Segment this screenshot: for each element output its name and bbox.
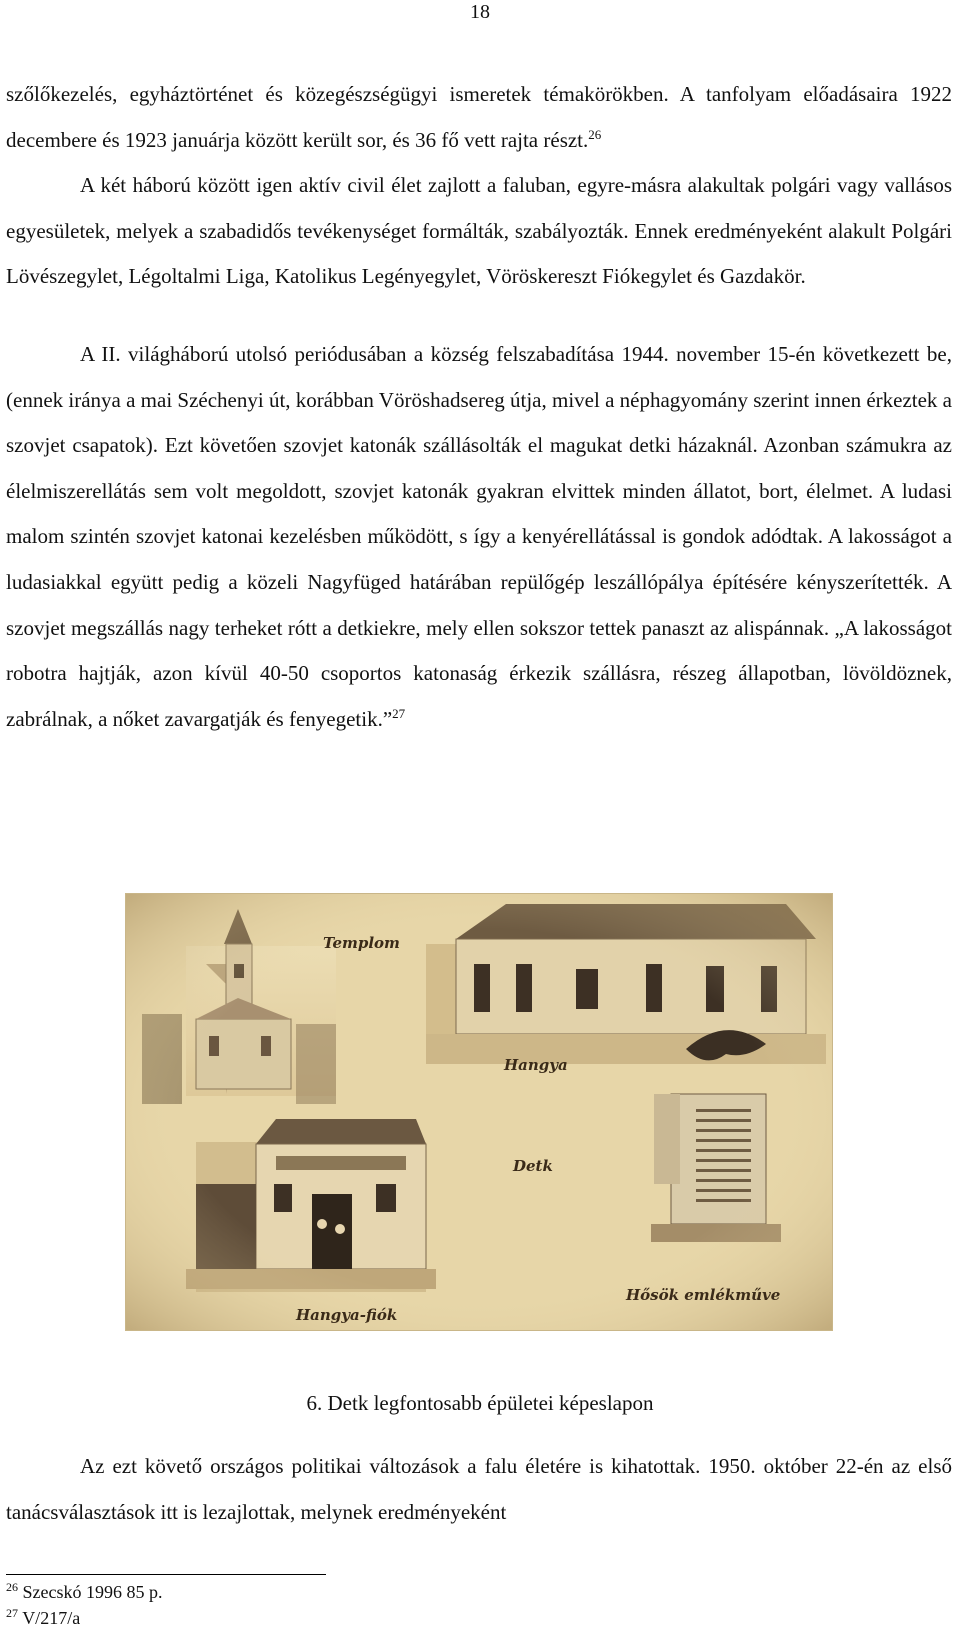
footnote-26-number: 26: [6, 1580, 18, 1594]
page-number: 18: [470, 1, 490, 23]
paragraph-4: [6, 1444, 952, 1535]
postcard-label-templom: Templom: [323, 934, 400, 952]
paragraph-3-text: A II. világháború utolsó periódusában a község felszabadítása 1944. november 15-én következett be, (ennek iránya a mai Széchenyi út, korábban Vöröshadsereg útja, mivel a néphagyomány szerint innen érkeztek a szovjet csapatok). Ezt követően szovjet katonák szállásolták el magukat detki házaknál. Azonban számukra az élelmiszerellátás sem volt megoldott, szovjet katonák gyakran elvittek minden állatot, bort, élelmet. A ludasi malom szintén szovjet katonai kezelésben működött, s így a kenyérellátással is gondok adódtak. A lakosságot a ludasiakkal együtt pedig a közeli Nagyfüged határában repülőgép leszállópálya építésére kényszerítették. A szovjet megszállás nagy terheket rótt a detkiekre, mely ellen sokszor tettek panaszt az alispánnak. „A lakosságot robotra hajtják, azon kívül 40-50 csoportos katonaság érkezik szállásra, részeg állapotban, lövöldöznek, zabrálnak, a nőket zavargatják és fenyegetik.”: [6, 342, 953, 731]
paragraph-3: [6, 332, 952, 742]
postcard-label-hangya-fiok: Hangya-fiók: [296, 1306, 398, 1324]
footnote-27: [6, 1606, 80, 1630]
paragraph-1: [6, 72, 952, 163]
postcard-image: [125, 893, 833, 1331]
postcard-label-hosok: Hősök emlékműve: [626, 1286, 781, 1304]
footnote-27-number: 27: [6, 1606, 18, 1620]
footnote-26-text: Szecskó 1996 85 p.: [22, 1582, 163, 1602]
footnote-27-text: V/217/a: [22, 1608, 81, 1628]
paragraph-1-text: szőlőkezelés, egyháztörténet és közegészségügyi ismeretek témakörökben. A tanfolyam előadásaira 1922 decembere és 1923 januárja között került sor, és 36 fő vett rajta részt.: [6, 82, 952, 152]
paragraph-2-text: A két háború között igen aktív civil élet zajlott a faluban, egyre-másra alakultak polgári vagy vallásos egyesületek, melyek a szabadidős tevékenységet formálták, szabályozták. Ennek eredményeként alakult Polgári Lövészegylet, Légoltalmi Liga, Katolikus Legényegylet, Vöröskereszt Fiókegylet és Gazdakör.: [6, 173, 952, 289]
paragraph-2: [6, 163, 952, 300]
paragraph-4-text: Az ezt követő országos politikai változások a falu életére is kihatottak. 1950. október 22-én az első tanácsválasztások itt is lezajlottak, melynek eredményeként: [6, 1454, 952, 1524]
footnote-ref-27[interactable]: 27: [392, 705, 406, 721]
footnote-26: [6, 1580, 162, 1604]
postcard-label-hangya: Hangya: [504, 1056, 568, 1074]
footnote-ref-26[interactable]: 26: [588, 126, 602, 142]
figure-caption: 6. Detk legfontosabb épületei képeslapon: [306, 1391, 654, 1415]
postcard-illustration: [126, 894, 832, 1330]
postcard-label-detk: Detk: [513, 1157, 553, 1175]
footnote-separator: [6, 1574, 326, 1575]
